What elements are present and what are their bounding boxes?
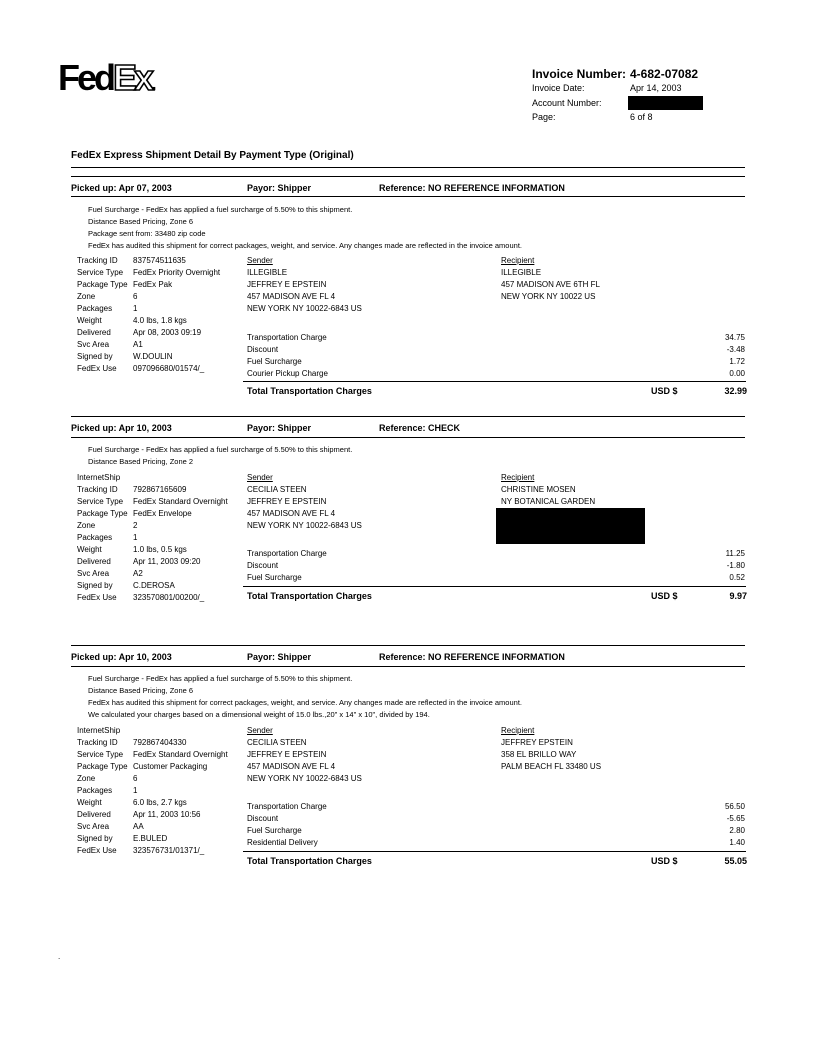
- charge-label: Residential Delivery: [247, 838, 318, 847]
- charge-amount: 0.52: [729, 573, 745, 582]
- shipment-note: Distance Based Pricing, Zone 6: [88, 217, 194, 226]
- payor: Payor: Shipper: [247, 652, 312, 662]
- detail-value: FedEx Pak: [133, 280, 173, 289]
- reference: Reference: NO REFERENCE INFORMATION: [379, 183, 565, 193]
- detail-label: Svc Area: [77, 340, 110, 349]
- recipient-line: CHRISTINE MOSEN: [501, 485, 576, 494]
- charge-amount: 34.75: [724, 333, 745, 342]
- detail-label: Delivered: [77, 810, 111, 819]
- sender-line: ILLEGIBLE: [247, 268, 288, 277]
- charge-amount: 11.25: [725, 549, 745, 558]
- detail-value: 6: [133, 292, 138, 301]
- detail-value: 323576731/01371/_: [133, 846, 205, 855]
- detail-value: 2: [133, 521, 138, 530]
- detail-value: AA: [133, 822, 144, 831]
- page-label: Page:: [532, 112, 556, 122]
- detail-label: Svc Area: [77, 569, 110, 578]
- recipient-line: JEFFREY EPSTEIN: [501, 738, 573, 747]
- detail-value: 097096680/01574/_: [133, 364, 205, 373]
- recipient-line: ILLEGIBLE: [501, 268, 542, 277]
- charge-label: Transportation Charge: [247, 802, 327, 811]
- charge-amount: 1.72: [729, 357, 745, 366]
- charges-divider: [243, 851, 746, 852]
- recipient-line: NEW YORK NY 10022 US: [501, 292, 596, 301]
- recipient-address-redaction: [496, 508, 645, 544]
- detail-label: Delivered: [77, 557, 111, 566]
- charge-label: Discount: [247, 561, 279, 570]
- detail-label: Weight: [77, 545, 102, 554]
- document-title: FedEx Express Shipment Detail By Payment Type (Original): [71, 150, 354, 161]
- picked-up-date: Picked up: Apr 10, 2003: [71, 423, 172, 433]
- detail-label: Signed by: [77, 352, 113, 361]
- charge-label: Discount: [247, 814, 279, 823]
- detail-label: InternetShip: [77, 473, 121, 482]
- invoice-number-label: Invoice Number:: [532, 67, 627, 81]
- reference: Reference: NO REFERENCE INFORMATION: [379, 652, 565, 662]
- shipment-note: FedEx has audited this shipment for correct packages, weight, and service. Any changes made are reflected in the invoice amount.: [88, 698, 522, 707]
- invoice-number: 4-682-07082: [630, 67, 699, 81]
- footer-mark: .: [58, 952, 61, 961]
- sender-label: Sender: [247, 726, 273, 735]
- payor: Payor: Shipper: [247, 423, 312, 433]
- invoice-date-label: Invoice Date:: [532, 83, 585, 93]
- detail-label: Packages: [77, 786, 113, 795]
- sender-line: NEW YORK NY 10022-6843 US: [247, 521, 362, 530]
- recipient-line: 457 MADISON AVE 6TH FL: [501, 280, 600, 289]
- divider: [71, 167, 745, 168]
- detail-value: A1: [133, 340, 143, 349]
- charge-label: Transportation Charge: [247, 333, 327, 342]
- detail-value: 837574511635: [133, 256, 186, 265]
- sender-label: Sender: [247, 473, 273, 482]
- detail-label: Service Type: [77, 497, 124, 506]
- page-number: 6 of 8: [630, 112, 653, 122]
- recipient-label: Recipient: [501, 256, 535, 265]
- detail-value: W.DOULIN: [133, 352, 173, 361]
- detail-value: 792867165609: [133, 485, 187, 494]
- detail-label: Packages: [77, 533, 113, 542]
- detail-label: Signed by: [77, 581, 113, 590]
- divider: [71, 416, 745, 417]
- detail-value: A2: [133, 569, 143, 578]
- total-amount: 55.05: [724, 856, 747, 866]
- detail-label: FedEx Use: [77, 364, 117, 373]
- picked-up-date: Picked up: Apr 10, 2003: [71, 652, 172, 662]
- reference: Reference: CHECK: [379, 423, 461, 433]
- divider: [71, 645, 745, 646]
- charge-label: Fuel Surcharge: [247, 357, 302, 366]
- charge-amount: -1.80: [726, 561, 745, 570]
- divider: [71, 437, 745, 438]
- sender-line: 457 MADISON AVE FL 4: [247, 292, 336, 301]
- picked-up-date: Picked up: Apr 07, 2003: [71, 183, 172, 193]
- detail-label: Tracking ID: [77, 256, 118, 265]
- charge-amount: -5.65: [726, 814, 745, 823]
- detail-value: 1: [133, 304, 138, 313]
- detail-label: Tracking ID: [77, 485, 118, 494]
- account-number-redaction: [628, 96, 703, 110]
- detail-label: Package Type: [77, 280, 128, 289]
- detail-value: 1.0 lbs, 0.5 kgs: [133, 545, 187, 554]
- detail-label: Weight: [77, 798, 102, 807]
- charge-amount: 56.50: [724, 802, 745, 811]
- detail-value: 1: [133, 786, 138, 795]
- detail-value: C.DEROSA: [133, 581, 175, 590]
- detail-value: 4.0 lbs, 1.8 kgs: [133, 316, 187, 325]
- logo-fed: Fed: [58, 57, 114, 98]
- sender-line: JEFFREY E EPSTEIN: [247, 497, 327, 506]
- recipient-line: PALM BEACH FL 33480 US: [501, 762, 602, 771]
- sender-line: NEW YORK NY 10022-6843 US: [247, 304, 362, 313]
- detail-label: Packages: [77, 304, 113, 313]
- detail-label: InternetShip: [77, 726, 121, 735]
- fedex-logo: [58, 57, 157, 102]
- detail-label: Weight: [77, 316, 102, 325]
- charge-amount: 2.80: [729, 826, 745, 835]
- total-label: Total Transportation Charges: [247, 591, 372, 601]
- detail-label: Svc Area: [77, 822, 110, 831]
- detail-value: Apr 08, 2003 09:19: [133, 328, 202, 337]
- total-amount: 9.97: [729, 591, 747, 601]
- sender-line: CECILIA STEEN: [247, 738, 307, 747]
- charge-label: Fuel Surcharge: [247, 826, 302, 835]
- detail-value: E.BULED: [133, 834, 168, 843]
- currency: USD $: [651, 386, 678, 396]
- detail-label: Signed by: [77, 834, 113, 843]
- sender-line: 457 MADISON AVE FL 4: [247, 509, 336, 518]
- recipient-line: NY BOTANICAL GARDEN: [501, 497, 596, 506]
- total-label: Total Transportation Charges: [247, 856, 372, 866]
- detail-value: FedEx Standard Overnight: [133, 750, 228, 759]
- sender-line: CECILIA STEEN: [247, 485, 307, 494]
- charge-amount: 0.00: [729, 369, 745, 378]
- recipient-label: Recipient: [501, 726, 535, 735]
- detail-label: Tracking ID: [77, 738, 118, 747]
- detail-value: Customer Packaging: [133, 762, 208, 771]
- detail-value: 6: [133, 774, 138, 783]
- shipment-note: Fuel Surcharge - FedEx has applied a fuel surcharge of 5.50% to this shipment.: [88, 445, 353, 454]
- logo-ex: Ex: [113, 57, 152, 98]
- shipment-note: Package sent from: 33480 zip code: [88, 229, 206, 238]
- charge-amount: 1.40: [729, 838, 745, 847]
- payor: Payor: Shipper: [247, 183, 312, 193]
- charge-label: Courier Pickup Charge: [247, 369, 328, 378]
- shipment-note: Distance Based Pricing, Zone 2: [88, 457, 194, 466]
- detail-value: 323570801/00200/_: [133, 593, 205, 602]
- shipment-note: Fuel Surcharge - FedEx has applied a fuel surcharge of 5.50% to this shipment.: [88, 205, 353, 214]
- charge-label: Transportation Charge: [247, 549, 327, 558]
- account-number-label: Account Number:: [532, 98, 602, 108]
- detail-value: 1: [133, 533, 138, 542]
- detail-value: FedEx Priority Overnight: [133, 268, 221, 277]
- divider: [71, 196, 745, 197]
- charges-divider: [243, 381, 746, 382]
- currency: USD $: [651, 856, 678, 866]
- detail-label: Package Type: [77, 509, 128, 518]
- detail-value: Apr 11, 2003 09:20: [133, 557, 201, 566]
- shipment-note: FedEx has audited this shipment for correct packages, weight, and service. Any changes made are reflected in the invoice amount.: [88, 241, 522, 250]
- detail-value: 792867404330: [133, 738, 187, 747]
- invoice-date: Apr 14, 2003: [630, 83, 682, 93]
- detail-label: Service Type: [77, 750, 124, 759]
- sender-line: 457 MADISON AVE FL 4: [247, 762, 336, 771]
- recipient-label: Recipient: [501, 473, 535, 482]
- logo-dot: .: [151, 73, 157, 95]
- detail-value: FedEx Envelope: [133, 509, 192, 518]
- detail-label: Delivered: [77, 328, 111, 337]
- detail-value: Apr 11, 2003 10:56: [133, 810, 201, 819]
- detail-label: FedEx Use: [77, 593, 117, 602]
- detail-value: FedEx Standard Overnight: [133, 497, 228, 506]
- recipient-line: 358 EL BRILLO WAY: [501, 750, 577, 759]
- sender-line: JEFFREY E EPSTEIN: [247, 280, 327, 289]
- detail-label: Zone: [77, 521, 96, 530]
- shipment-note: Fuel Surcharge - FedEx has applied a fuel surcharge of 5.50% to this shipment.: [88, 674, 353, 683]
- divider: [71, 176, 745, 177]
- detail-label: Package Type: [77, 762, 128, 771]
- sender-line: JEFFREY E EPSTEIN: [247, 750, 327, 759]
- detail-value: 6.0 lbs, 2.7 kgs: [133, 798, 187, 807]
- charge-label: Discount: [247, 345, 279, 354]
- sender-label: Sender: [247, 256, 273, 265]
- charge-amount: -3.48: [726, 345, 745, 354]
- charge-label: Fuel Surcharge: [247, 573, 302, 582]
- shipment-note: Distance Based Pricing, Zone 6: [88, 686, 194, 695]
- currency: USD $: [651, 591, 678, 601]
- detail-label: Service Type: [77, 268, 124, 277]
- detail-label: Zone: [77, 292, 96, 301]
- divider: [71, 666, 745, 667]
- detail-label: Zone: [77, 774, 96, 783]
- shipment-note: We calculated your charges based on a dimensional weight of 15.0 lbs.,20" x 14" x 10", divided by 194.: [88, 710, 430, 719]
- charges-divider: [243, 586, 746, 587]
- total-amount: 32.99: [724, 386, 747, 396]
- total-label: Total Transportation Charges: [247, 386, 372, 396]
- detail-label: FedEx Use: [77, 846, 117, 855]
- sender-line: NEW YORK NY 10022-6843 US: [247, 774, 362, 783]
